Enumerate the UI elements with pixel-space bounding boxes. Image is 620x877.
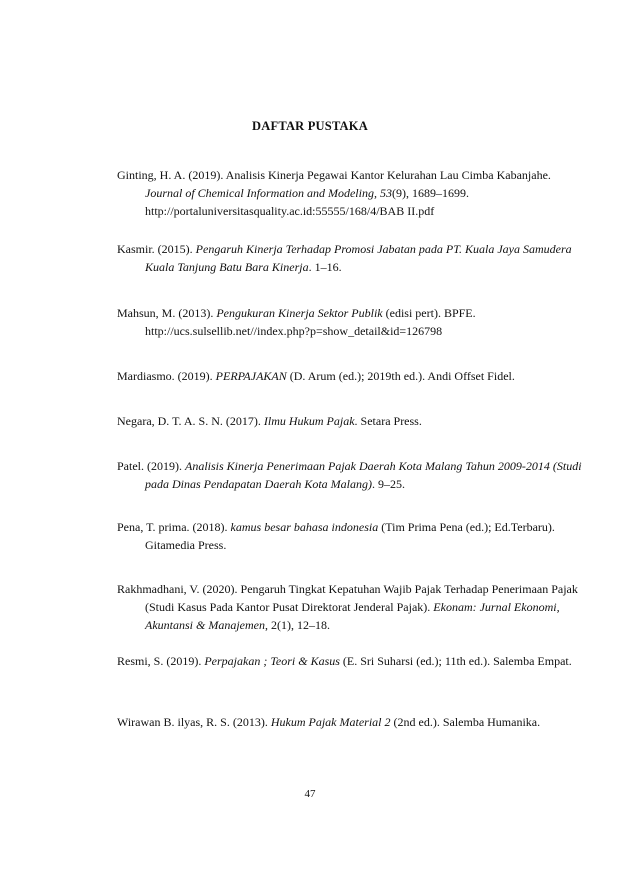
reference-text: Wirawan B. ilyas, R. S. (2013). <box>117 715 271 729</box>
reference-source: Ekonam: Jurnal Ekonomi, Akuntansi & Manajemen <box>145 600 560 632</box>
reference-entry <box>117 367 585 385</box>
reference-details: (edisi pert). BPFE. http://ucs.sulsellib.net//index.php?p=show_detail&id=126798 <box>145 306 476 338</box>
reference-text: Patel. (2019). <box>117 459 185 473</box>
reference-text: Pena, T. prima. (2018). <box>117 520 231 534</box>
reference-text: Kasmir. (2015). <box>117 242 196 256</box>
reference-details: , 2(1), 12–18. <box>264 618 330 632</box>
reference-entry <box>117 652 585 670</box>
reference-details: (9), 1689–1699. http://portaluniversitasquality.ac.id:55555/168/4/BAB II.pdf <box>145 186 469 218</box>
reference-entry <box>117 713 585 731</box>
reference-entry <box>117 580 585 634</box>
reference-entry <box>117 457 585 493</box>
reference-source: Analisis Kinerja Penerimaan Pajak Daerah Kota Malang Tahun 2009-2014 (Studi pada Dinas Pendapatan Daerah Kota Malang) <box>145 459 582 491</box>
reference-details: . Setara Press. <box>354 414 422 428</box>
reference-source: PERPAJAKAN <box>215 369 287 383</box>
reference-source: Hukum Pajak Material 2 <box>270 715 391 729</box>
reference-source: Ilmu Hukum Pajak <box>263 414 355 428</box>
page-title: DAFTAR PUSTAKA <box>252 119 368 133</box>
reference-details: (2nd ed.). Salemba Humanika. <box>390 715 541 729</box>
reference-source: kamus besar bahasa indonesia <box>230 520 379 534</box>
reference-text: Ginting, H. A. (2019). Analisis Kinerja Pegawai Kantor Kelurahan Lau Cimba Kabanjahe. <box>117 168 551 182</box>
reference-source: Perpajakan ; Teori & Kasus <box>204 654 340 668</box>
reference-source: Pengaruh Kinerja Terhadap Promosi Jabatan pada PT. Kuala Jaya Samudera Kuala Tanjung Batu Bara Kinerja <box>145 242 572 274</box>
reference-source: Pengukuran Kinerja Sektor Publik <box>216 306 383 320</box>
page-number: 47 <box>304 788 316 800</box>
reference-text: Mardiasmo. (2019). <box>117 369 216 383</box>
reference-text: Resmi, S. (2019). <box>117 654 205 668</box>
reference-text: Mahsun, M. (2013). <box>117 306 217 320</box>
reference-details: (D. Arum (ed.); 2019th ed.). Andi Offset Fidel. <box>286 369 515 383</box>
reference-details: . 9–25. <box>372 477 405 491</box>
reference-details: (E. Sri Suharsi (ed.); 11th ed.). Salemba Empat. <box>339 654 572 668</box>
reference-entry <box>117 518 585 554</box>
reference-details: . 1–16. <box>308 260 342 274</box>
reference-entry <box>117 412 585 430</box>
reference-entry <box>117 166 585 220</box>
reference-details: (Tim Prima Pena (ed.); Ed.Terbaru). Gitamedia Press. <box>145 520 555 552</box>
reference-text: Negara, D. T. A. S. N. (2017). <box>117 414 264 428</box>
reference-entry <box>117 240 585 276</box>
reference-entry <box>117 304 585 340</box>
reference-text: Rakhmadhani, V. (2020). Pengaruh Tingkat Kepatuhan Wajib Pajak Terhadap Penerimaan Pajak (Studi Kasus Pada Kantor Pusat Direktorat Jenderal Pajak). <box>117 582 578 614</box>
reference-source: Journal of Chemical Information and Modeling, 53 <box>145 186 392 200</box>
